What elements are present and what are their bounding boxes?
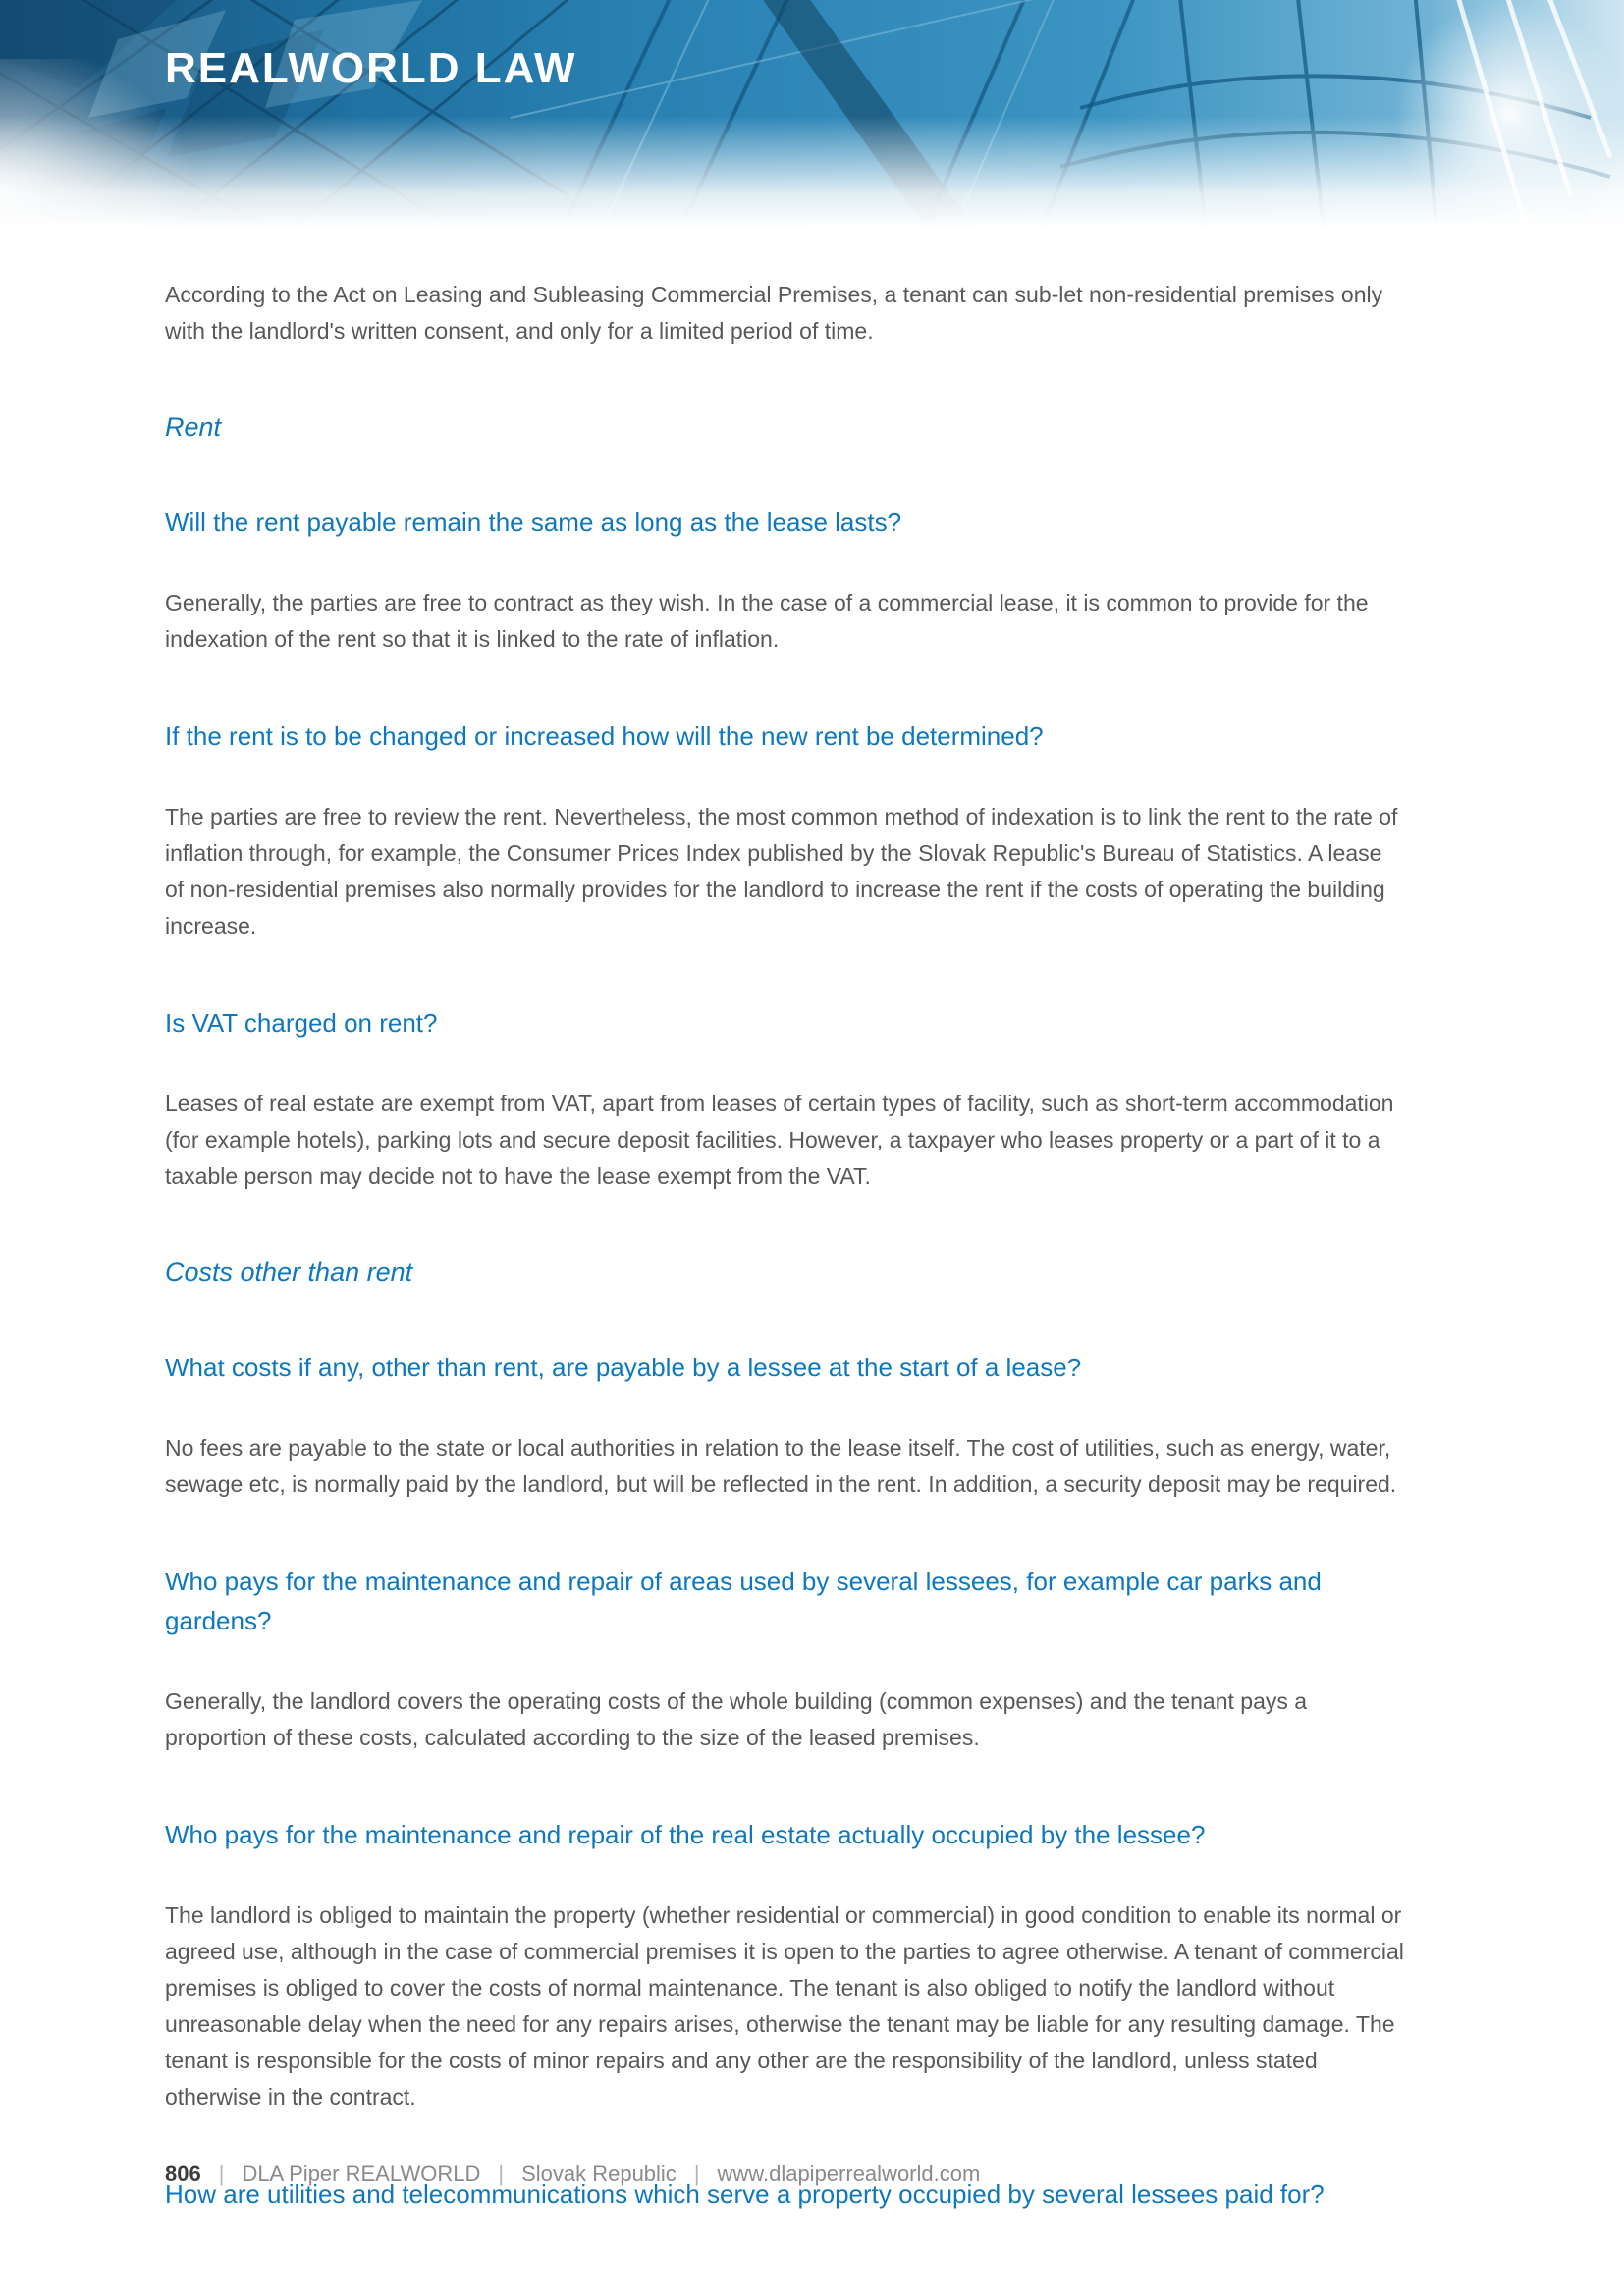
page-footer bbox=[165, 2160, 980, 2189]
question-common-areas: Who pays for the maintenance and repair of areas used by several lessees, for example car parks and gardens? bbox=[165, 1567, 1322, 1635]
answer-occupied-repair: The landlord is obliged to maintain the property (whether residential or commercial) in good condition to enable its normal or agreed use, although in the case of commercial premises it is open to the parties to agree otherwise. A tenant of commercial premises is obliged to cover the costs of normal maintenance. The tenant is also obliged to notify the landlord without unreasonable delay when the need for any repairs arises, otherwise the tenant may be liable for any resulting damage. The tenant is responsible for the costs of minor repairs and any other are the responsibility of the landlord, unless stated otherwise in the contract. bbox=[165, 1902, 1404, 2109]
glass-building-image bbox=[0, 0, 1624, 228]
footer-separator: | bbox=[218, 2162, 225, 2186]
footer-url: www.dlapiperrealworld.com bbox=[717, 2162, 981, 2186]
footer-brand: DLA Piper REALWORLD bbox=[242, 2162, 481, 2186]
answer-rent-same: Generally, the parties are free to contract as they wish. In the case of a commercial lease, it is common to provide for the indexation of the rent so that it is linked to the rate of inflation. bbox=[165, 590, 1369, 652]
answer-rent-determined: The parties are free to review the rent. Nevertheless, the most common method of indexation is to link the rent to the rate of inflation through, for example, the Consumer Prices Index published by the Slovak Republic's Bureau of Statistics. A lease of non-residential premises also normally provides for the landlord to increase the rent if the costs of operating the building increase. bbox=[165, 804, 1398, 938]
footer-separator: | bbox=[693, 2162, 700, 2186]
document-body bbox=[165, 234, 1404, 2214]
question-utilities: How are utilities and telecommunications which serve a property occupied by several lessees paid for? bbox=[165, 2179, 1325, 2209]
question-vat: Is VAT charged on rent? bbox=[165, 1008, 438, 1038]
page-header bbox=[0, 0, 1624, 228]
section-heading-rent: Rent bbox=[165, 412, 222, 442]
intro-paragraph: According to the Act on Leasing and Subleasing Commercial Premises, a tenant can sub-let non-residential premises only with the landlord's written consent, and only for a limited period of time. bbox=[165, 282, 1383, 344]
page-title: REALWORLD LAW bbox=[165, 44, 577, 92]
question-rent-same: Will the rent payable remain the same as long as the lease lasts? bbox=[165, 507, 902, 537]
question-start-costs: What costs if any, other than rent, are payable by a lessee at the start of a lease? bbox=[165, 1353, 1082, 1382]
question-rent-determined: If the rent is to be changed or increased how will the new rent be determined? bbox=[165, 721, 1044, 751]
answer-common-areas: Generally, the landlord covers the operating costs of the whole building (common expenses) and the tenant pays a proportion of these costs, calculated according to the size of the leased premises. bbox=[165, 1688, 1308, 1750]
question-occupied-repair: Who pays for the maintenance and repair of the real estate actually occupied by the lessee? bbox=[165, 1820, 1206, 1849]
answer-vat: Leases of real estate are exempt from VAT, apart from leases of certain types of facility, such as short-term accommodation (for example hotels), parking lots and secure deposit facilities. However, a taxpayer who leases property or a part of it to a taxable person may decide not to have the lease exempt from the VAT. bbox=[165, 1091, 1394, 1189]
page-number: 806 bbox=[165, 2162, 201, 2186]
footer-country: Slovak Republic bbox=[521, 2162, 677, 2186]
footer-separator: | bbox=[498, 2162, 505, 2186]
answer-start-costs: No fees are payable to the state or local authorities in relation to the lease itself. The cost of utilities, such as energy, water, sewage etc, is normally paid by the landlord, but will be reflected in the rent. In addition, a security deposit may be required. bbox=[165, 1435, 1397, 1497]
section-heading-costs: Costs other than rent bbox=[165, 1257, 413, 1287]
